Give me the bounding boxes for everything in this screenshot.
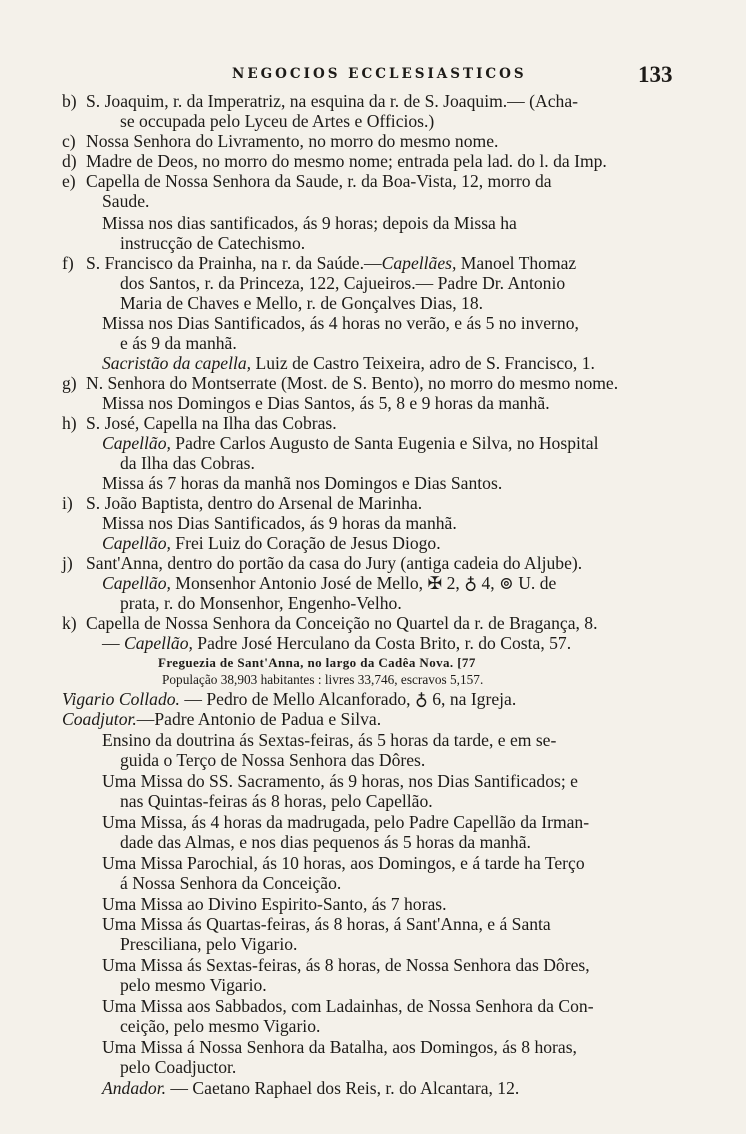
item-marker-g: g): [62, 373, 77, 393]
parish-line: á Nossa Senhora da Conceição.: [120, 873, 342, 893]
parish-line: Ensino da doutrina ás Sextas-feiras, ás 5 horas da tarde, e em se-: [102, 730, 557, 750]
parish-line: Uma Missa á Nossa Senhora da Batalha, aos Domingos, ás 8 horas,: [102, 1037, 577, 1057]
item-marker-j: j): [62, 553, 73, 573]
vigario-line: Vigario Collado. — Pedro de Mello Alcanforado, ♁ 6, na Igreja.: [62, 689, 517, 709]
parish-line: Uma Missa aos Sabbados, com Ladainhas, de Nossa Senhora da Con-: [102, 996, 594, 1016]
item-marker-d: d): [62, 151, 77, 171]
item-j-line: prata, r. do Monsenhor, Engenho-Velho.: [120, 593, 402, 613]
item-i-line: Missa nos Dias Santificados, ás 9 horas da manhã.: [102, 513, 457, 533]
parish-line: Presciliana, pelo Vigario.: [120, 934, 298, 954]
item-marker-f: f): [62, 253, 74, 273]
item-f-line: Maria de Chaves e Mello, r. de Gonçalves Dias, 18.: [120, 293, 484, 313]
parish-line: Uma Missa Parochial, ás 10 horas, aos Domingos, e á tarde ha Terço: [102, 853, 585, 873]
running-title: NEGOCIOS ECCLESIASTICOS: [232, 66, 527, 82]
item-marker-e: e): [62, 171, 76, 191]
parish-line: guida o Terço de Nossa Senhora das Dôres.: [120, 750, 426, 770]
item-h-line: Missa ás 7 horas da manhã nos Domingos e Dias Santos.: [102, 473, 503, 493]
parish-line: dade das Almas, e nos dias pequenos ás 5 horas da manhã.: [120, 832, 531, 852]
parish-heading: Freguezia de Sant'Anna, no largo da Cadêa Nova. [77: [158, 655, 476, 670]
page-header: [0, 62, 746, 90]
item-e-line: Capella de Nossa Senhora da Saude, r. da Boa-Vista, 12, morro da: [86, 171, 552, 191]
item-i-line: S. João Baptista, dentro do Arsenal de Marinha.: [86, 493, 423, 513]
item-h-line: Capellão, Padre Carlos Augusto de Santa Eugenia e Silva, no Hospital: [102, 433, 599, 453]
parish-line: Uma Missa ás Sextas-feiras, ás 8 horas, de Nossa Senhora das Dôres,: [102, 955, 590, 975]
item-g-line: N. Senhora do Montserrate (Most. de S. Bento), no morro do mesmo nome.: [86, 373, 619, 393]
item-j-line: Sant'Anna, dentro do portão da casa do Jury (antiga cadeia do Aljube).: [86, 553, 583, 573]
item-d-line: Madre de Deos, no morro do mesmo nome; entrada pela lad. do l. da Imp.: [86, 151, 607, 171]
item-f-line: dos Santos, r. da Princeza, 122, Cajueiros.— Padre Dr. Antonio: [120, 273, 566, 293]
item-f-line: Missa nos Dias Santificados, ás 4 horas no verão, e ás 5 no inverno,: [102, 313, 579, 333]
page-number: 133: [638, 62, 673, 87]
andador-line: Andador. — Caetano Raphael dos Reis, r. do Alcantara, 12.: [102, 1078, 520, 1098]
item-e-line: instrucção de Catechismo.: [120, 233, 306, 253]
parish-line: ceição, pelo mesmo Vigario.: [120, 1016, 321, 1036]
parish-line: pelo Coadjuctor.: [120, 1057, 237, 1077]
parish-line: Uma Missa ás Quartas-feiras, ás 8 horas, á Sant'Anna, e á Santa: [102, 914, 551, 934]
item-b-line: se occupada pelo Lyceu de Artes e Officios.): [120, 111, 435, 131]
item-marker-b: b): [62, 91, 77, 111]
item-marker-i: i): [62, 493, 73, 513]
item-g-line: Missa nos Domingos e Dias Santos, ás 5, 8 e 9 horas da manhã.: [102, 393, 550, 413]
item-marker-h: h): [62, 413, 77, 433]
item-f-line: e ás 9 da manhã.: [120, 333, 237, 353]
item-h-line: da Ilha das Cobras.: [120, 453, 255, 473]
item-i-line: Capellão, Frei Luiz do Coração de Jesus Diogo.: [102, 533, 441, 553]
item-b-line: S. Joaquim, r. da Imperatriz, na esquina da r. de S. Joaquim.— (Acha-: [86, 91, 579, 111]
item-marker-k: k): [62, 613, 77, 633]
item-marker-c: c): [62, 131, 76, 151]
item-f-line: Sacristão da capella, Luiz de Castro Teixeira, adro de S. Francisco, 1.: [102, 353, 595, 373]
coadjutor-line: Coadjutor.—Padre Antonio de Padua e Silva.: [62, 709, 382, 729]
item-e-line: Missa nos dias santificados, ás 9 horas; depois da Missa ha: [102, 213, 517, 233]
item-h-line: S. José, Capella na Ilha das Cobras.: [86, 413, 337, 433]
item-c-line: Nossa Senhora do Livramento, no morro do mesmo nome.: [86, 131, 499, 151]
item-e-line: Saude.: [102, 191, 150, 211]
item-f-line: S. Francisco da Prainha, na r. da Saúde.—Capellães, Manoel Thomaz: [86, 253, 577, 273]
parish-population: População 38,903 habitantes : livres 33,746, escravos 5,157.: [162, 672, 484, 687]
item-j-line: Capellão, Monsenhor Antonio José de Mello, ✠ 2, ♁ 4, ⊚ U. de: [102, 573, 557, 593]
parish-line: Uma Missa do SS. Sacramento, ás 9 horas, nos Dias Santificados; e: [102, 771, 578, 791]
parish-line: nas Quintas-feiras ás 8 horas, pelo Capellão.: [120, 791, 433, 811]
parish-line: Uma Missa, ás 4 horas da madrugada, pelo Padre Capellão da Irman-: [102, 812, 590, 832]
parish-line: pelo mesmo Vigario.: [120, 975, 267, 995]
item-k-line: — Capellão, Padre José Herculano da Costa Brito, r. do Costa, 57.: [102, 633, 572, 653]
parish-line: Uma Missa ao Divino Espirito-Santo, ás 7 horas.: [102, 894, 447, 914]
item-k-line: Capella de Nossa Senhora da Conceição no Quartel da r. de Bragança, 8.: [86, 613, 598, 633]
